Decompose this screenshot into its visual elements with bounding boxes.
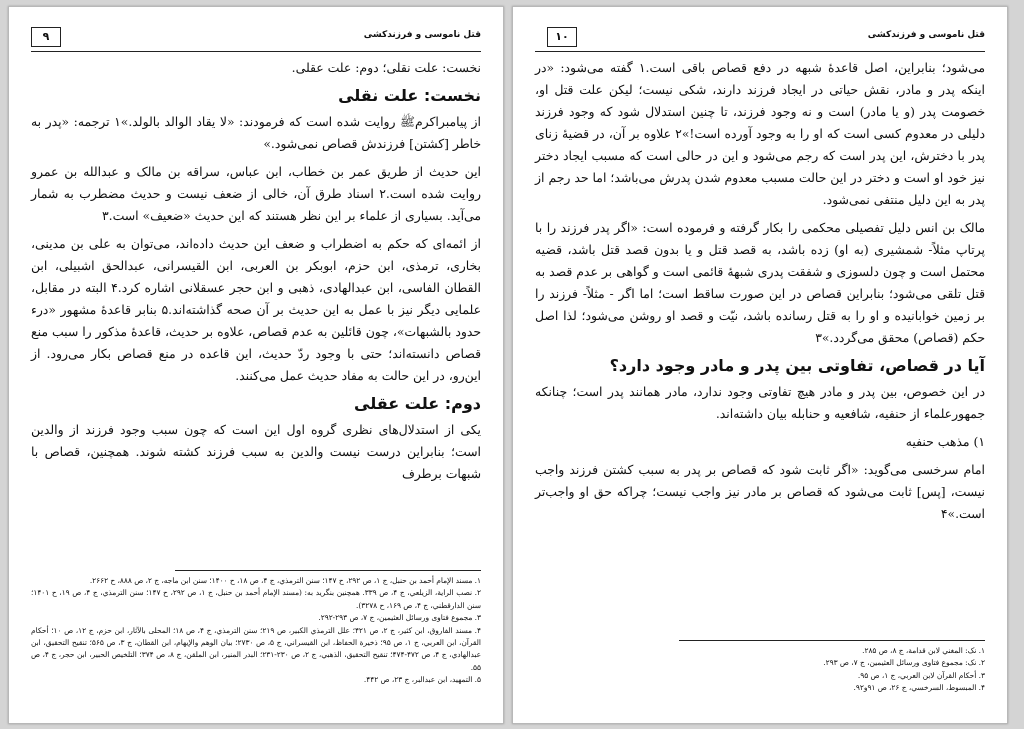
paragraph: از ائمه‌ای که حکم به اضطراب و ضعف این حدیث داده‌اند، می‌توان به علی بن مدینی، بخاری، ترمذی، ابن حزم، ابوبکر بن العربی، ابن القیسرانی، عبدالحق اشبیلی، ابن القطان الفاسی، ابن عبدالهادی، ذهبی و ابن حجر عسقلانی اشاره کرد.۴ البته در مقابل، علمایی دیگر نیز با عمل به این حدیث بر آن صحه گذاشته‌اند.۵ بنابر قاعدۀ مشهور «درء حدود بالشبهات»، چون قائلین به عدم قصاص، علاوه بر حدیث، قاعدۀ مذکور را سبب منع قصاص دانسته‌اند؛ حتی با وجود ردّ حدیث، این قاعده در منع قصاص بکار می‌رود. از این‌رو، در این حالت به مفاد حدیث عمل می‌کنند. xyxy=(31,236,481,383)
paragraph: از پیامبراکرمﷺ روایت شده است که فرمودند: «لا يقاد الوالد بالولد.»۱ ترجمه: «پدر به خاطر [کشتن] فرزندش قصاص نمی‌شود.» xyxy=(31,114,481,151)
page-number-box: ۱۰ xyxy=(547,27,577,47)
footnote: ۱. مسند الإمام أحمد بن حنبل، ج ۱، ص ۲۹۲، ح ۱۴۷؛ سنن الترمذي، ج ۴، ص ۱۸، ح ۱۴۰۰؛ سنن ابن ماجه، ج ۲، ص ۸۸۸، ح ۲۶۶۲. xyxy=(89,576,481,585)
running-head: قتل ناموسی و فرزندکشی xyxy=(363,30,481,40)
paragraph: این حدیث از طریق عمر بن خطاب، ابن عباس، سراقه بن مالک و عبدالله بن عمرو روایت شده است.۲ اسناد طرق آن، خالی از ضعف نیست و حدیث مضطرب به شمار می‌آید. بسیاری از علماء بر این نظر هستند که این حدیث «ضعیف» است.۳ xyxy=(31,164,481,223)
paragraph: مالک بن انس دلیل تفصیلی محکمی را بکار گرفته و فرموده است: «اگر پدر فرزند را با پرتاپ مثلاً- شمشیری (به او) زده باشد، به قصد قتل و یا بدون قصد قتل باشد، قضیه محتمل است و چون دلسوزی و شفقت پدری شبهۀ قائمی است و گواهی بر عدم قصد به قتل تلقی می‌شود؛ بنابراین قصاص در این صورت ساقط است؛ اما اگر - مثلاً- فرزند را بر زمین خوابانیده و او را به قتل رسانده باشد، نیّت و قصد او روشن می‌شود؛ لذا اصل حکم (قصاص) محقق می‌گردد.»۳ xyxy=(535,220,985,345)
footnote: ۱. نک: المغني لابن قدامة، ج ۸، ص ۲۸۵. xyxy=(862,646,985,655)
footnote: ۴. مسند الفاروق، ابن كثير، ج ۲، ص ۴۲۱؛ علل الترمذي الكبير، ص ۲۱۹؛ سنن الترمذي، ج ۴، ص ۱۸؛ المحلى بالآثار، ابن حزم، ج ۱۲، ص ۱۰؛ أحكام القرآن، ابن العربي، ج ۱، ص ۹۵؛ ذخيرة الحفاظ، ابن القيسراني، ج ۵، ص ۲۷۳۰؛ بيان الوهم والإيهام، ابن القطان، ج ۳، ص ۵۶۵؛ تنقيح التحقيق، ابن عبدالهادي، ج ۴، ص ۴۷۲-۴۷۴؛ تنقيح التحقيق، الذهبي، ج ۲، ص ۲۳۰-۲۳۱؛ البدر المنير، ابن الملقن، ج ۸، ص ۳۷۴؛ التلخيص الحبير، ابن حجر، ج ۴، ص ۵۵. xyxy=(31,625,482,672)
footnote: ۵. التمهيد، ابن عبدالبر، ج ۲۳، ص ۴۴۲. xyxy=(363,675,481,685)
right-page xyxy=(512,6,1008,724)
section-heading: نخست: علت نقلی xyxy=(338,86,481,105)
footnote: ۳. مجموع فتاوى ورسائل العثيمين، ج ۷، ص ۲۹۳-۲۹۲. xyxy=(318,613,481,623)
footnote-separator xyxy=(679,640,985,641)
footnote-separator xyxy=(175,570,481,571)
footnotes xyxy=(535,645,985,695)
page-number-box: ۹ xyxy=(31,27,61,47)
page-header xyxy=(535,25,985,52)
paragraph: در این خصوص، بین پدر و مادر هیچ تفاوتی وجود ندارد، مادر همانند پدر است؛ چنانکه جمهورعلماء از حنفیه، شافعیه و حنابله بیان داشته‌اند. xyxy=(535,384,985,421)
section-heading: آیا در قصاص، تفاوتی بین پدر و مادر وجود دارد؟ xyxy=(609,356,985,375)
running-head: قتل ناموسی و فرزندکشی xyxy=(867,30,985,40)
paragraph: می‌شود؛ بنابراین، اصل قاعدۀ شبهه در دفع قصاص باقی است.۱ گفته می‌شود: «در اینکه پدر و مادر، نقش حیاتی در ایجاد فرزند دارند، شکی نیست؛ لیکن علت قتل او، خصومت پدر (و یا مادر) است و نه وجود فرزند، تا چنین استدلال شود که وجود فرزند دلیلی در معدوم کسی است که او را به وجود آورده است!»۲ علاوه بر آن، در قضیۀ زنای پدر با دخترش، این پدر است که رجم می‌شود و این در حالی است که مسبب ایجاد دختر نیز خود او است و دختر در این حالت مسبب معدوم شدن پدرش می‌باشد؛ اما حد رجم از پدر به این دلیل منتفی نمی‌شود. xyxy=(535,60,985,207)
footnote: ۳. أحكام القرآن لابن العربي، ج ۱، ص ۹۵. xyxy=(857,670,985,680)
page-header xyxy=(31,25,481,52)
footnote: ۲. نک: مجموع فتاوى ورسائل العثيمين، ج ۷، ص ۲۹۳. xyxy=(823,658,985,668)
left-page xyxy=(8,6,504,724)
section-heading: دوم: علت عقلی xyxy=(354,394,481,413)
page-body xyxy=(535,57,985,531)
page-body xyxy=(31,57,481,491)
paragraph: یکی از استدلال‌های نظری گروه اول این است که چون سبب وجود فرزند از والدین است؛ بنابراین درست نیست والدین به سبب فرزند کشته شوند. همچنین، قصاص با شبهات برطرف xyxy=(31,422,481,481)
paragraph: نخست: علت نقلی؛ دوم: علت عقلی. xyxy=(291,60,481,75)
paragraph: ۱) مذهب حنفیه xyxy=(905,434,985,449)
footnotes xyxy=(31,575,481,687)
footnote: ۲. نصب الراية، الزيلعي، ج ۴، ص ۳۳۹. همچنین بنگرید به: (مسند الإمام أحمد بن حنبل، ج ۱، ص ۲۹۲، ح ۱۴۷؛ سنن الترمذي، ج ۴، ص ۱۹، ح ۱۴۰۱؛ سنن الدارقطني، ج ۴، ص ۱۶۹، ح ۳۲۷۸). xyxy=(31,588,481,610)
paragraph: امام سرخسی می‌گوید: «اگر ثابت شود که قصاص بر پدر به سبب کشتن فرزند واجب نیست، [پس] ثابت می‌شود که قصاص بر مادر نیز واجب نیست؛ چراکه حق او واجب‌تر است.»۴ xyxy=(535,462,985,521)
footnote: ۴. المبسوط، السرخسي، ج ۲۶، ص ۹۱و۹۲. xyxy=(853,683,985,693)
